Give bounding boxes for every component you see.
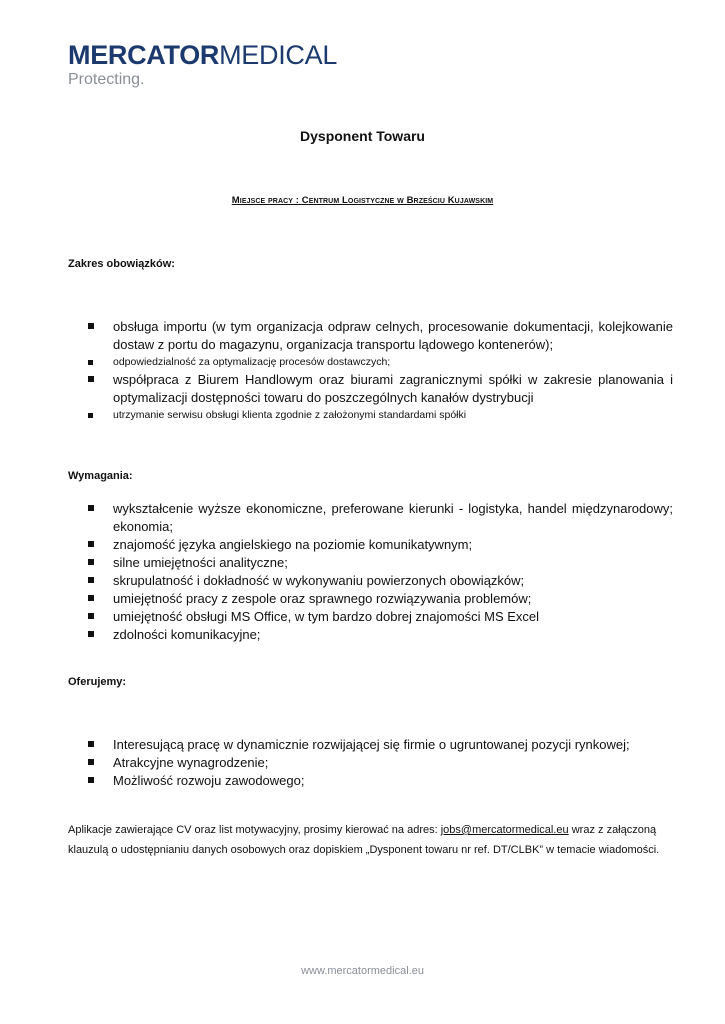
application-text-after: wraz z załączoną klauzulą o udostępnianiu danych osobowych oraz dopiskiem „Dysponent towaru nr ref. DT/CLBK” w temacie wiadomości.: [68, 824, 660, 856]
application-text-before: Aplikacje zawierające CV oraz list motywacyjny, prosimy kierować na adres:: [68, 824, 441, 836]
list-item: [68, 572, 673, 590]
list-item: [68, 590, 673, 608]
offer-text: Interesującą pracę w dynamicznie rozwijającej się firmie o ugruntowanej pozycji rynkowej;: [113, 737, 630, 752]
bullet-icon: [88, 759, 94, 765]
logo-light-text: MEDICAL: [219, 40, 338, 70]
bullet-icon: [88, 360, 93, 365]
offer-heading: Oferujemy:: [68, 676, 127, 688]
requirements-list: [68, 500, 673, 644]
bullet-icon: [88, 577, 94, 583]
list-item: [68, 500, 673, 536]
requirement-text: silne umiejętności analityczne;: [113, 555, 288, 570]
list-item: [68, 736, 673, 754]
offer-text: Możliwość rozwoju zawodowego;: [113, 773, 305, 788]
bullet-icon: [88, 631, 94, 637]
logo-bold-text: MERCATOR: [68, 40, 220, 70]
list-item: [68, 407, 673, 424]
duty-text: współpraca z Biurem Handlowym oraz biurami zagranicznymi spółki w zakresie planowania i optymalizacji dostępności towaru do poszczególnych kanałów dystrybucji: [113, 372, 673, 405]
bullet-icon: [88, 741, 94, 747]
offer-text: Atrakcyjne wynagrodzenie;: [113, 755, 269, 770]
bullet-icon: [88, 613, 94, 619]
requirement-text: znajomość języka angielskiego na poziomie komunikatywnym;: [113, 537, 473, 552]
bullet-icon: [88, 777, 94, 783]
requirement-text: umiejętność obsługi MS Office, w tym bardzo dobrej znajomości MS Excel: [113, 609, 540, 624]
offer-list: [68, 736, 673, 790]
list-item: [68, 354, 673, 371]
bullet-icon: [88, 323, 94, 329]
bullet-icon: [88, 541, 94, 547]
duty-text: utrzymanie serwisu obsługi klienta zgodnie z założonymi standardami spółki: [113, 409, 467, 421]
bullet-icon: [88, 505, 94, 511]
requirements-heading: Wymagania:: [68, 470, 133, 482]
bullet-icon: [88, 595, 94, 601]
bullet-icon: [88, 413, 93, 418]
duty-text: obsługa importu (w tym organizacja odpraw celnych, procesowanie dokumentacji, kolejkowanie dostaw z portu do magazynu, organizacja transportu lądowego kontenerów);: [113, 319, 673, 352]
requirement-text: wykształcenie wyższe ekonomiczne, preferowane kierunki - logistyka, handel międzynarodowy; ekonomia;: [113, 501, 673, 534]
application-instructions: [68, 820, 678, 860]
list-item: [68, 772, 673, 790]
list-item: [68, 626, 673, 644]
list-item: [68, 371, 673, 407]
list-item: [68, 554, 673, 572]
job-title: Dysponent Towaru: [300, 128, 425, 144]
footer-website[interactable]: www.mercatormedical.eu: [301, 965, 424, 977]
requirement-text: zdolności komunikacyjne;: [113, 627, 261, 642]
bullet-icon: [88, 376, 94, 382]
company-logo: [68, 40, 337, 90]
logo-tagline: Protecting.: [68, 71, 145, 88]
email-link[interactable]: jobs@mercatormedical.eu: [440, 824, 569, 836]
logo-wordmark: [68, 40, 337, 70]
requirement-text: umiejętność pracy z zespole oraz sprawnego rozwiązywania problemów;: [113, 591, 532, 606]
list-item: [68, 318, 673, 354]
duties-heading: Zakres obowiązków:: [68, 258, 175, 270]
list-item: [68, 754, 673, 772]
list-item: [68, 608, 673, 626]
list-item: [68, 536, 673, 554]
duties-list: [68, 318, 673, 424]
workplace-line: Miejsce pracy : Centrum Logistyczne w Brześciu Kujawskim: [231, 195, 494, 206]
requirement-text: skrupulatność i dokładność w wykonywaniu powierzonych obowiązków;: [113, 573, 525, 588]
bullet-icon: [88, 559, 94, 565]
duty-text: odpowiedzialność za optymalizację procesów dostawczych;: [113, 356, 391, 368]
